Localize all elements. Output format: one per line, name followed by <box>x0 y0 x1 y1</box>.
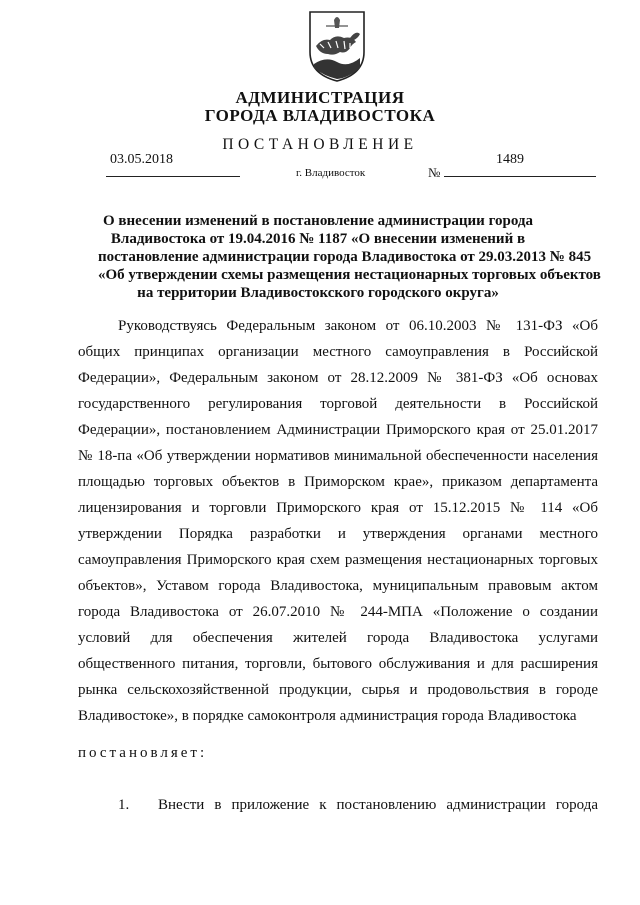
paragraph-line: площадью торговых объектов в Приморском крае», приказом департамента <box>78 474 598 490</box>
heading-line: Владивостока от 19.04.2016 № 1187 «О внесении изменений в <box>110 231 526 247</box>
heading-line: на территории Владивостокского городского округа» <box>137 285 499 301</box>
paragraph-line: Владивостоке», в порядке самоконтроля администрация города Владивостока <box>78 708 577 724</box>
heading-line: О внесении изменений в постановление администрации города <box>102 213 534 229</box>
item-text: Внести в приложение к постановлению администрации города <box>158 797 598 813</box>
paragraph-line: самоуправления Приморского края схем размещения нестационарных торговых <box>78 552 598 568</box>
preamble-paragraph <box>78 313 598 729</box>
organization-name-line2: ГОРОДА ВЛАДИВОСТОКА <box>204 106 436 125</box>
paragraph-line: общественного питания, торговли, бытового обслуживания и для расширения <box>78 656 598 672</box>
number-underline <box>444 176 596 177</box>
paragraph-line: города Владивостока от 26.07.2010 № 244-МПА «Положение о создании <box>78 604 598 620</box>
paragraph-line: государственного регулирования торговой деятельности в Российской <box>78 396 598 412</box>
document-city: г. Владивосток <box>296 167 366 179</box>
document-date: 03.05.2018 <box>110 152 173 167</box>
paragraph-line: лицензирования и торговли Приморского края от 15.12.2015 № 114 «Об <box>78 500 598 516</box>
paragraph-line: Руководствуясь Федеральным законом от 06.10.2003 № 131-ФЗ «Об <box>118 318 598 334</box>
paragraph-line: общих принципах организации местного самоуправления в Российской <box>78 344 598 360</box>
decree-word: постановляет: <box>78 745 208 761</box>
heading-line: постановление администрации города Владивостока от 29.03.2013 № 845 <box>98 249 592 265</box>
city-emblem-icon <box>306 8 368 84</box>
date-underline <box>106 176 240 177</box>
paragraph-line: № 18-па «Об утверждении нормативов минимальной обеспеченности населения <box>78 448 598 464</box>
heading-line: «Об утверждении схемы размещения нестационарных торговых объектов <box>98 267 601 283</box>
paragraph-line: рынка сельскохозяйственной продукции, сырья и продовольствия в городе <box>78 682 598 698</box>
document-heading <box>98 212 601 302</box>
paragraph-line: утверждении Порядка разработки и утверждения органами местного <box>78 526 598 542</box>
item-number: 1. <box>118 797 130 813</box>
organization-name-line1: АДМИНИСТРАЦИЯ <box>235 88 405 107</box>
paragraph-line: объектов», Уставом города Владивостока, муниципальным правовым актом <box>78 578 598 594</box>
paragraph-line: условий для обеспечения жителей города Владивостока услугами <box>78 630 598 646</box>
paragraph-line: Федерации», постановлением Администрации Приморского края от 25.01.2017 <box>78 422 598 438</box>
document-type: ПОСТАНОВЛЕНИЕ <box>222 136 418 153</box>
document-number: 1489 <box>496 152 524 167</box>
number-sign: № <box>428 165 441 180</box>
paragraph-line: Федерации», Федеральным законом от 28.12.2009 № 381-ФЗ «Об основах <box>78 370 598 386</box>
